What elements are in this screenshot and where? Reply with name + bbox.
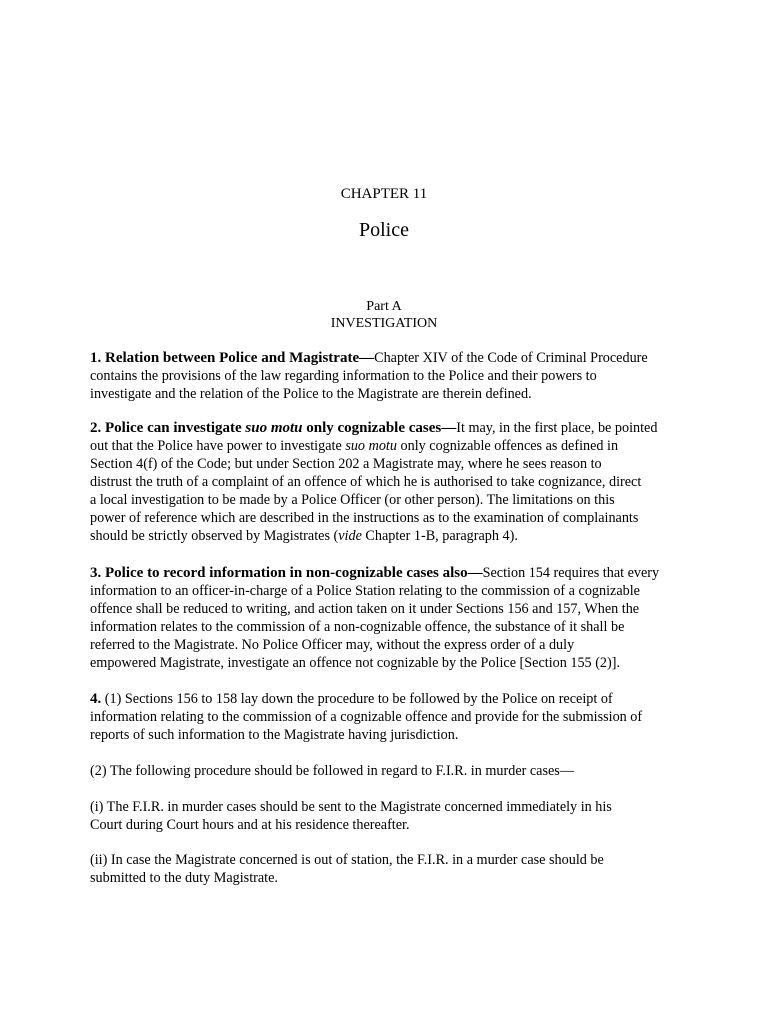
clause-i-line: (i) The F.I.R. in murder cases should be sent to the Magistrate concerned immediately in his bbox=[90, 799, 612, 815]
clause-ii-line: (ii) In case the Magistrate concerned is out of station, the F.I.R. in a murder case should be bbox=[90, 852, 604, 868]
clause-i-line: Court during Court hours and at his residence thereafter. bbox=[90, 817, 410, 833]
section-4-line: (1) Sections 156 to 158 lay down the procedure to be followed by the Police on receipt of bbox=[101, 691, 613, 707]
section-4 bbox=[90, 690, 682, 744]
clause-ii bbox=[90, 851, 682, 887]
section-4-heading: 4. bbox=[90, 691, 102, 707]
chapter-title: Police bbox=[359, 219, 409, 241]
part-header bbox=[0, 298, 768, 332]
section-2-line: out that the Police have power to investigate suo motu only cognizable offences as defined in bbox=[90, 438, 619, 454]
section-2-line: power of reference which are described in the instructions as to the examination of complainants bbox=[90, 510, 639, 526]
section-3-line: information relates to the commission of a non-cognizable offence, the substance of it shall be bbox=[90, 619, 625, 635]
part-heading: INVESTIGATION bbox=[330, 316, 438, 331]
section-1-line: Chapter XIV of the Code of Criminal Procedure bbox=[374, 350, 648, 366]
section-2-line: Section 4(f) of the Code; but under Section 202 a Magistrate may, where he sees reason to bbox=[90, 456, 602, 472]
section-4-line: reports of such information to the Magistrate having jurisdiction. bbox=[90, 727, 459, 743]
section-2-line: It may, in the first place, be pointed bbox=[456, 420, 658, 436]
section-2-line: a local investigation to be made by a Police Officer (or other person). The limitations on this bbox=[90, 492, 615, 508]
section-3 bbox=[90, 564, 682, 672]
section-2-line: should be strictly observed by Magistrates (vide Chapter 1-B, paragraph 4). bbox=[90, 528, 518, 544]
section-4-line: information relating to the commission of a cognizable offence and provide for the submission of bbox=[90, 709, 643, 725]
section-3-line: empowered Magistrate, investigate an offence not cognizable by the Police [Section 155 (2)]. bbox=[90, 655, 621, 671]
chapter-number: CHAPTER 11 bbox=[340, 186, 428, 202]
subsection-2 bbox=[90, 762, 682, 780]
section-1-heading: 1. Relation between Police and Magistrate— bbox=[90, 350, 375, 366]
section-2-heading: 2. Police can investigate suo motu only cognizable cases— bbox=[90, 420, 457, 436]
section-1 bbox=[90, 349, 682, 403]
section-3-line: information to an officer-in-charge of a Police Station relating to the commission of a cognizable bbox=[90, 583, 640, 599]
section-3-line: offence shall be reduced to writing, and action taken on it under Sections 156 and 157, When the bbox=[90, 601, 640, 617]
section-2-line: distrust the truth of a complaint of an offence of which he is authorised to take cognizance, direct bbox=[90, 474, 642, 490]
part-label: Part A bbox=[366, 299, 402, 314]
section-1-line: contains the provisions of the law regarding information to the Police and their powers to bbox=[90, 368, 597, 384]
section-2 bbox=[90, 419, 682, 545]
section-3-line: referred to the Magistrate. No Police Officer may, without the express order of a duly bbox=[90, 637, 575, 653]
section-1-line: investigate and the relation of the Police to the Magistrate are therein defined. bbox=[90, 386, 532, 402]
clause-i bbox=[90, 798, 682, 834]
clause-ii-line: submitted to the duty Magistrate. bbox=[90, 870, 278, 886]
section-3-line: Section 154 requires that every bbox=[482, 565, 660, 581]
section-3-heading: 3. Police to record information in non-cognizable cases also— bbox=[90, 565, 483, 581]
subsection-2-text: (2) The following procedure should be followed in regard to F.I.R. in murder cases— bbox=[90, 763, 575, 779]
